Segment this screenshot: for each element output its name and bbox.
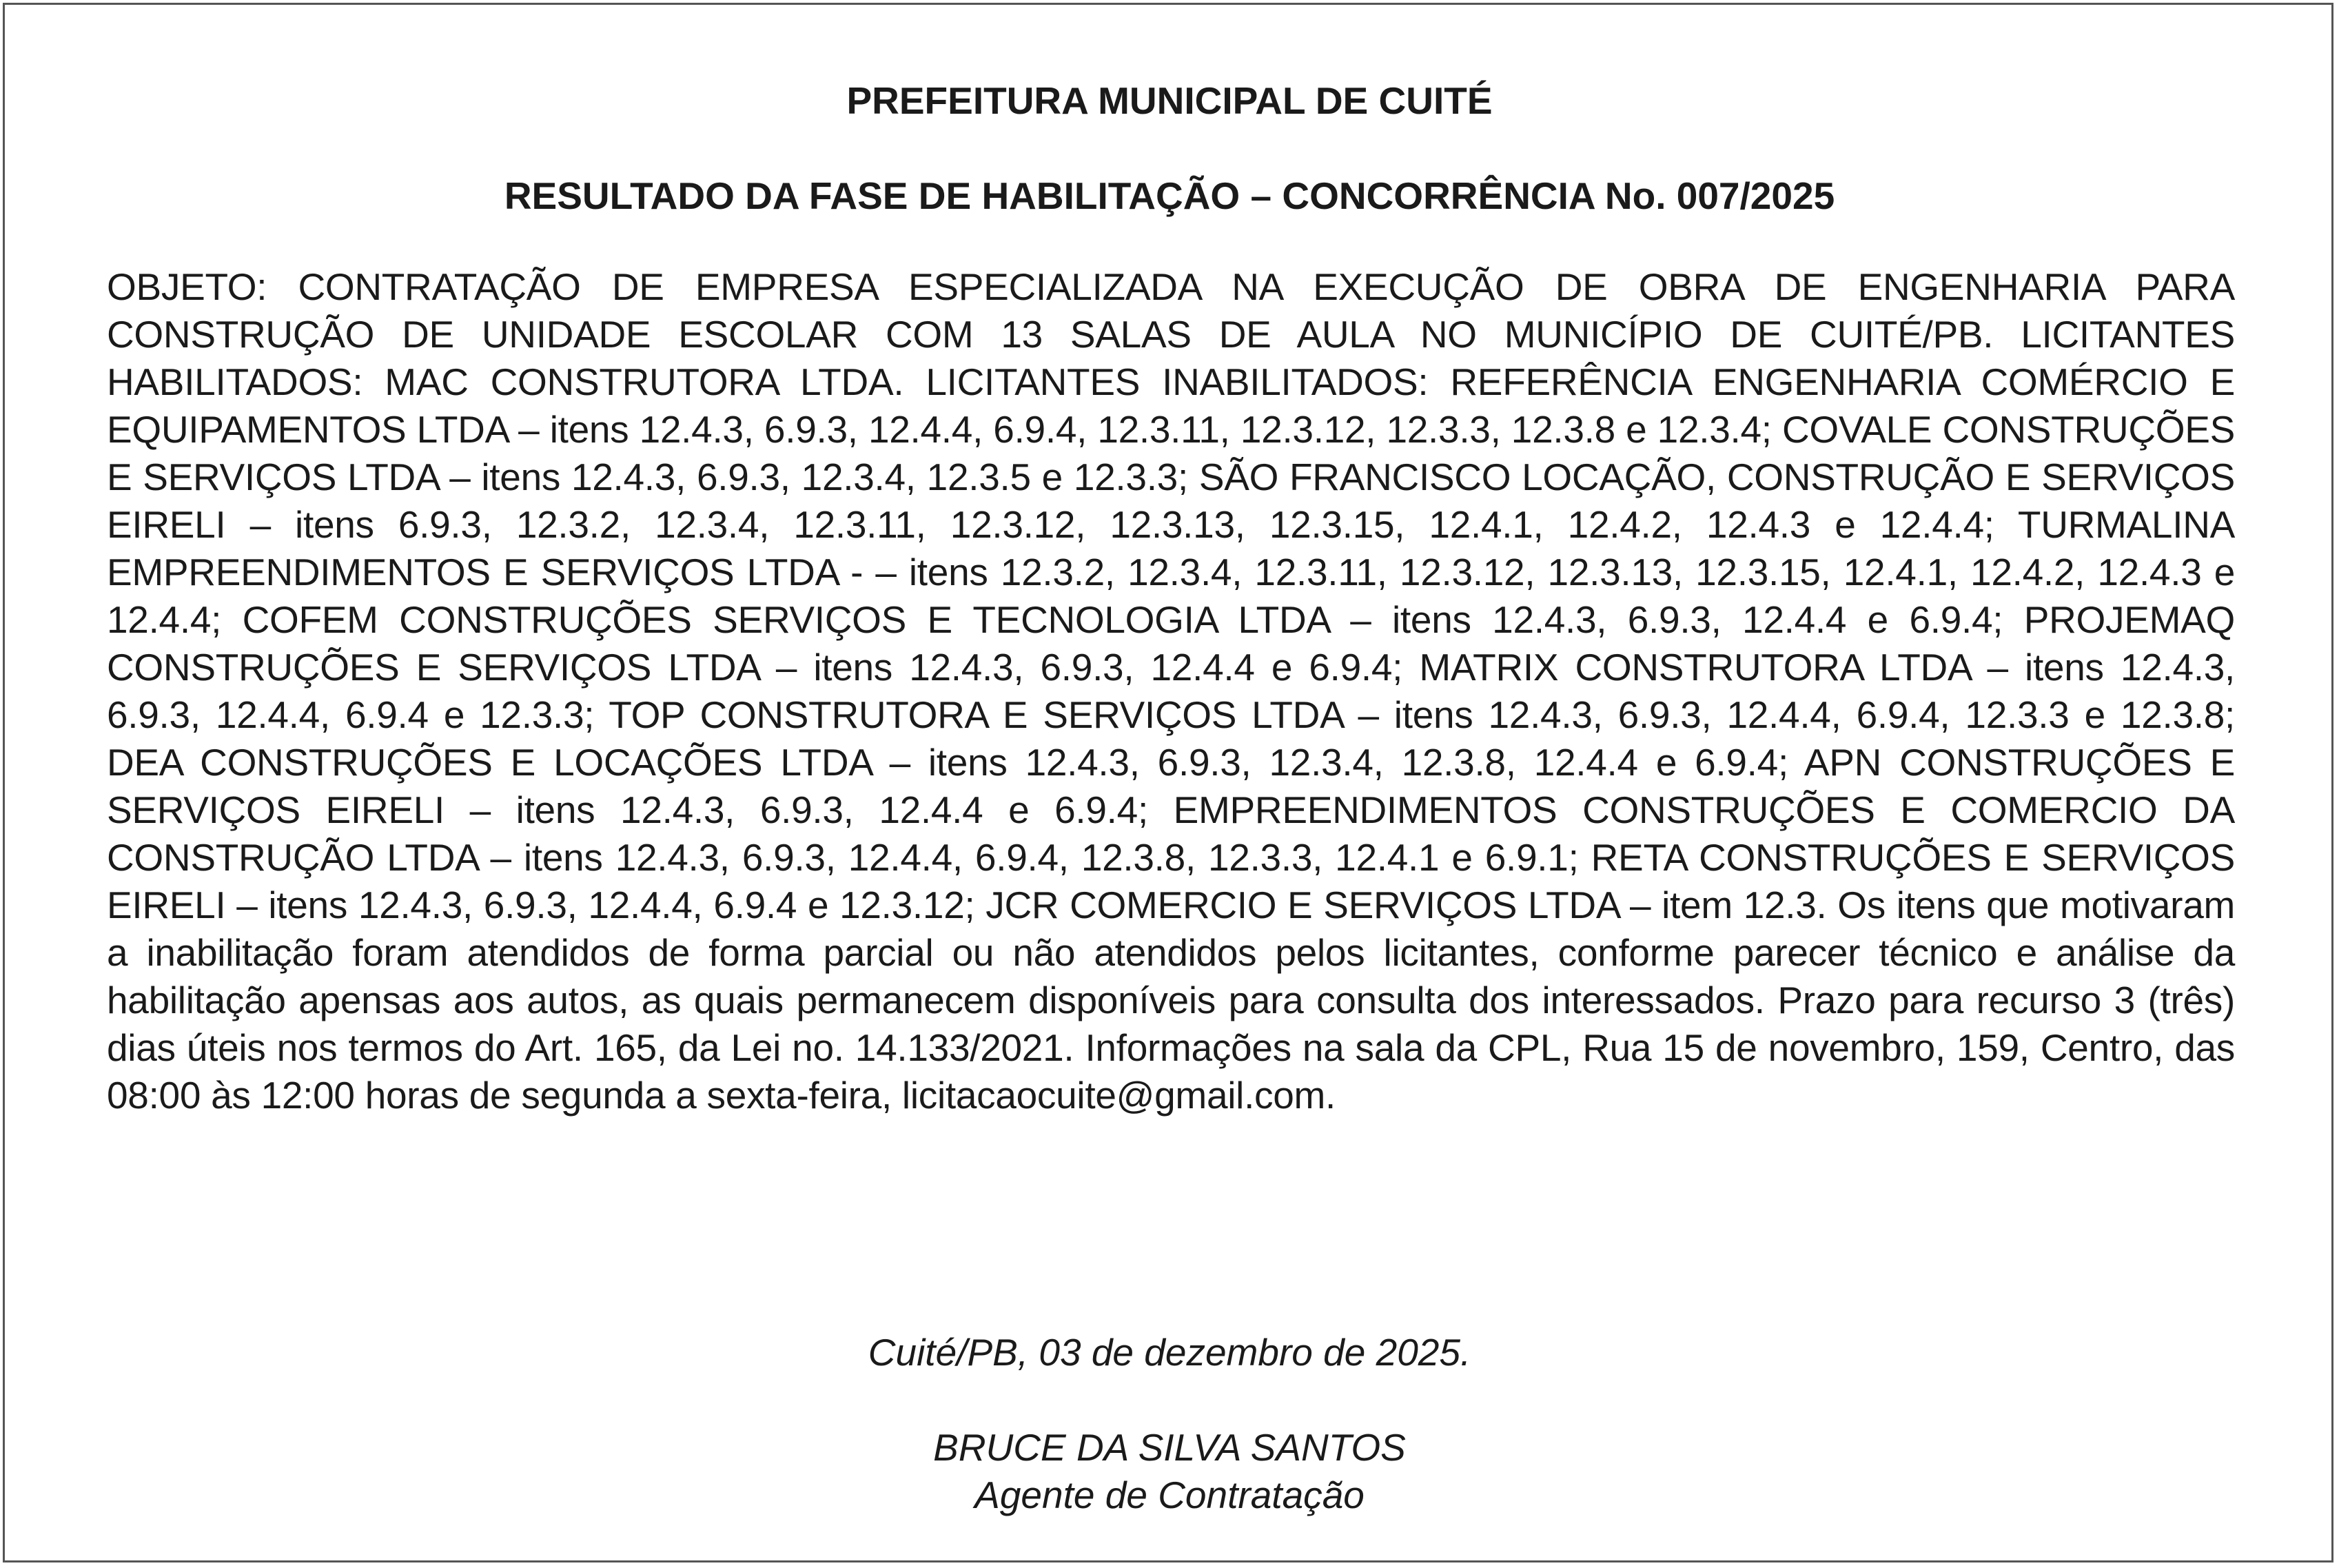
place-date: Cuité/PB, 03 de dezembro de 2025. — [868, 1331, 1471, 1374]
notice-body: OBJETO: CONTRATAÇÃO DE EMPRESA ESPECIALIZADA NA EXECUÇÃO DE OBRA DE ENGENHARIA PARA CONSTRUÇÃO DE UNIDADE ESCOLAR COM 13 SALAS DE AULA NO MUNICÍPIO DE CUITÉ/PB. LICITANTES HABILITADOS: MAC CONSTRUTORA LTDA. LICITANTES INABILITADOS: REFERÊNCIA ENGENHARIA COMÉRCIO E EQUIPAMENTOS LTDA – itens 12.4.3, 6.9.3, 12.4.4, 6.9.4, 12.3.11, 12.3.12, 12.3.3, 12.3.8 e 12.3.4; COVALE CONSTRUÇÕES E SERVIÇOS LTDA – itens 12.4.3, 6.9.3, 12.3.4, 12.3.5 e 12.3.3; SÃO FRANCISCO LOCAÇÃO, CONSTRUÇÃO E SERVIÇOS EIRELI – itens 6.9.3, 12.3.2, 12.3.4, 12.3.11, 12.3.12, 12.3.13, 12.3.15, 12.4.1, 12.4.2, 12.4.3 e 12.4.4; TURMALINA EMPREENDIMENTOS E SERVIÇOS LTDA - – itens 12.3.2, 12.3.4, 12.3.11, 12.3.12, 12.3.13, 12.3.15, 12.4.1, 12.4.2, 12.4.3 e 12.4.4; COFEM CONSTRUÇÕES SERVIÇOS E TECNOLOGIA LTDA – itens 12.4.3, 6.9.3, 12.4.4 e 6.9.4; PROJEMAQ CONSTRUÇÕES E SERVIÇOS LTDA – itens 12.4.3, 6.9.3, 12.4.4 e 6.9.4; MATRIX CONSTRUTORA LTDA – itens 12.4.3, 6.9.3, 12.4.4, 6.9.4 e 12.3.3; TOP CONSTRUTORA E SERVIÇOS LTDA – itens 12.4.3, 6.9.3, 12.4.4, 6.9.4, 12.3.3 e 12.3.8; DEA CONSTRUÇÕES E LOCAÇÕES LTDA – itens 12.4.3, 6.9.3, 12.3.4, 12.3.8, 12.4.4 e 6.9.4; APN CONSTRUÇÕES E SERVIÇOS EIRELI – itens 12.4.3, 6.9.3, 12.4.4 e 6.9.4; EMPREENDIMENTOS CONSTRUÇÕES E COMERCIO DA CONSTRUÇÃO LTDA – itens 12.4.3, 6.9.3, 12.4.4, 6.9.4, 12.3.8, 12.3.3, 12.4.1 e 6.9.1; RETA CONSTRUÇÕES E SERVIÇOS EIRELI – itens 12.4.3, 6.9.3, 12.4.4, 6.9.4 e 12.3.12; JCR COMERCIO E SERVIÇOS LTDA – item 12.3. Os itens que motivaram a inabilitação foram atendidos de forma parcial ou não atendidos pelos licitantes, conforme parecer técnico e análise da habilitação apensas aos autos, as quais permanecem disponíveis para consulta dos interessados. Prazo para recurso 3 (três) dias úteis nos termos do Art. 165, da Lei no. 14.133/2021. Informações na sala da CPL, Rua 15 de novembro, 159, Centro, das 08:00 às 12:00 horas de segunda a sexta-feira, licitacaocuite@gmail.com. — [107, 265, 2235, 1117]
municipality-header: PREFEITURA MUNICIPAL DE CUITÉ — [846, 79, 1493, 122]
notice-title: RESULTADO DA FASE DE HABILITAÇÃO – CONCORRÊNCIA No. 007/2025 — [504, 174, 1835, 217]
signer-role: Agente de Contratação — [974, 1474, 1365, 1516]
signer-name: BRUCE DA SILVA SANTOS — [933, 1426, 1406, 1469]
